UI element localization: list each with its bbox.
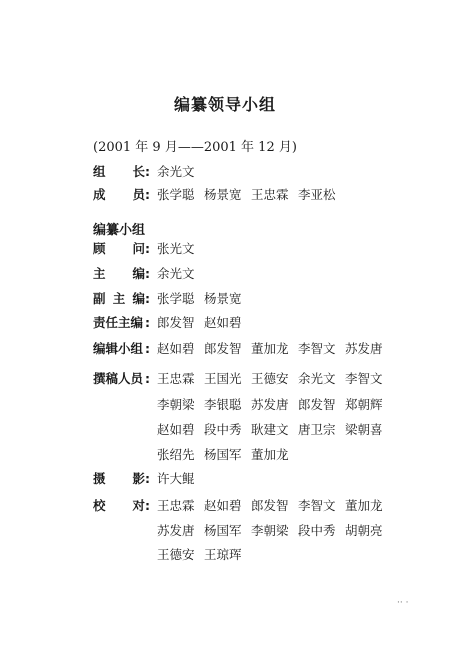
person-name: 李智文 bbox=[298, 498, 336, 513]
person-name: 杨国军 bbox=[204, 523, 242, 538]
person-name: 赵如碧 bbox=[157, 422, 195, 437]
role-label bbox=[93, 290, 145, 308]
role-label-char: 主 bbox=[93, 266, 106, 281]
person-name: 苏发唐 bbox=[251, 397, 289, 412]
person-name: 董加龙 bbox=[251, 447, 289, 462]
person-name: 李朝梁 bbox=[157, 397, 195, 412]
page-title: 编纂领导小组 bbox=[173, 95, 276, 114]
role-colon: : bbox=[145, 315, 150, 330]
person-name: 王忠霖 bbox=[157, 498, 195, 513]
role-label-char: 问 bbox=[132, 241, 145, 256]
role-label-char: 员 bbox=[132, 187, 145, 202]
role-label bbox=[93, 163, 145, 181]
role-label-char: 校 bbox=[93, 498, 106, 513]
role-colon: : bbox=[145, 266, 150, 281]
person-name: 李银聪 bbox=[204, 397, 242, 412]
person-name: 赵如碧 bbox=[204, 315, 242, 330]
person-name: 张绍先 bbox=[157, 447, 195, 462]
person-name: 郎发智 bbox=[204, 341, 242, 356]
period-range: (2001 年 9 月——2001 年 12 月) bbox=[93, 140, 297, 155]
role-colon: : bbox=[145, 291, 150, 306]
person-name: 段中秀 bbox=[204, 422, 242, 437]
person-name: 余光文 bbox=[298, 371, 336, 386]
person-name: 杨国军 bbox=[204, 447, 242, 462]
role-label-char: 组 bbox=[93, 164, 106, 179]
role-colon: : bbox=[145, 341, 150, 356]
role-label-char: 主 bbox=[112, 291, 126, 306]
footer-marks: ·· · bbox=[397, 598, 409, 608]
role-label-char: 顾 bbox=[93, 241, 106, 256]
role-colon: : bbox=[145, 371, 150, 386]
role-colon: : bbox=[145, 187, 150, 202]
person-name: 胡朝亮 bbox=[345, 523, 383, 538]
person-name: 耿建文 bbox=[251, 422, 289, 437]
person-name: 王琼珲 bbox=[204, 547, 242, 562]
person-name: 张学聪 bbox=[157, 187, 195, 202]
person-name: 苏发唐 bbox=[345, 341, 383, 356]
role-label-char: 撰稿人员 bbox=[93, 371, 144, 386]
person-name: 王德安 bbox=[251, 371, 289, 386]
person-name: 唐卫宗 bbox=[298, 422, 336, 437]
role-colon: : bbox=[145, 164, 150, 179]
role-label bbox=[93, 265, 145, 283]
role-label-char: 编 bbox=[132, 291, 145, 306]
person-name: 王德安 bbox=[157, 547, 195, 562]
person-name: 李亚松 bbox=[298, 187, 336, 202]
person-name: 梁朝喜 bbox=[345, 422, 383, 437]
person-name: 王忠霖 bbox=[157, 371, 195, 386]
person-name: 李智文 bbox=[345, 371, 383, 386]
person-name: 余光文 bbox=[157, 266, 195, 281]
role-label bbox=[93, 470, 145, 488]
role-label-char: 摄 bbox=[93, 471, 106, 486]
person-name: 李朝梁 bbox=[251, 523, 289, 538]
person-name: 段中秀 bbox=[298, 523, 336, 538]
role-label-char: 编辑小组 bbox=[93, 341, 144, 356]
person-name: 杨景宽 bbox=[204, 291, 242, 306]
person-name: 李智文 bbox=[298, 341, 336, 356]
person-name: 张学聪 bbox=[157, 291, 195, 306]
role-label-char: 编 bbox=[132, 266, 145, 281]
role-label-char: 责任主编 bbox=[93, 315, 144, 330]
person-name: 赵如碧 bbox=[204, 498, 242, 513]
role-colon: : bbox=[145, 498, 150, 513]
person-name: 董加龙 bbox=[345, 498, 383, 513]
person-name: 苏发唐 bbox=[157, 523, 195, 538]
person-name: 郑朝辉 bbox=[345, 397, 383, 412]
role-label-char: 副 bbox=[93, 291, 106, 306]
person-name: 张光文 bbox=[157, 241, 195, 256]
person-name: 王忠霖 bbox=[251, 187, 289, 202]
person-name: 郎发智 bbox=[298, 397, 336, 412]
role-label bbox=[93, 240, 145, 258]
person-name: 余光文 bbox=[157, 164, 195, 179]
role-label-char: 长 bbox=[132, 164, 145, 179]
role-label bbox=[93, 497, 145, 515]
role-label-char: 成 bbox=[93, 187, 106, 202]
role-label-char: 对 bbox=[132, 498, 145, 513]
person-name: 王国光 bbox=[204, 371, 242, 386]
person-name: 杨景宽 bbox=[204, 187, 242, 202]
role-label-char: 影 bbox=[132, 471, 145, 486]
person-name: 许大鲲 bbox=[157, 471, 195, 486]
role-label bbox=[93, 186, 145, 204]
person-name: 郎发智 bbox=[157, 315, 195, 330]
section-heading: 编纂小组 bbox=[93, 223, 146, 238]
person-name: 董加龙 bbox=[251, 341, 289, 356]
person-name: 赵如碧 bbox=[157, 341, 195, 356]
role-colon: : bbox=[145, 241, 150, 256]
role-colon: : bbox=[145, 471, 150, 486]
person-name: 郎发智 bbox=[251, 498, 289, 513]
